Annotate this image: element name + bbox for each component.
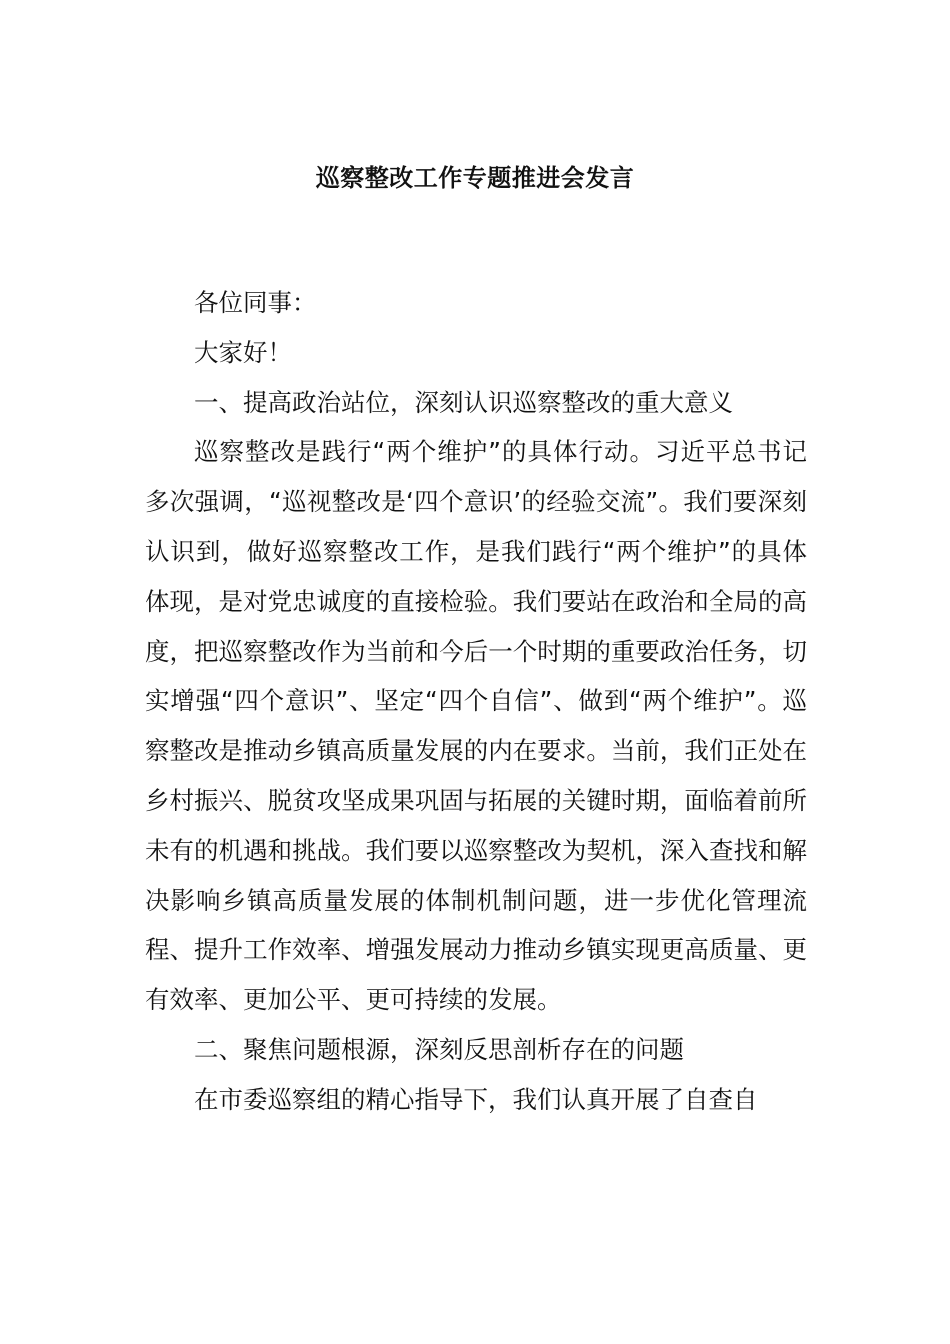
salutation: 各位同事： bbox=[194, 288, 317, 317]
section-heading-1: 一、提高政治站位，深刻认识巡察整改的重大意义 bbox=[194, 387, 733, 417]
paragraph-section-2: 在市委巡察组的精心指导下，我们认真开展了自查自 bbox=[194, 1084, 758, 1114]
paragraph-section-1: 巡察整改是践行“两个维护”的具体行动。习近平总书记多次强调，“巡视整改是‘四个意识’的经验交流”。我们要深刻认识到，做好巡察整改工作，是我们践行“两个维护”的具体体现，是对党忠诚度的直接检验。我们要站在政治和全局的高度，把巡察整改作为当前和今后一个时期的重要政治任务，切实增强“四个意识”、坚定“四个自信”、做到“两个维护”。巡察整改是推动乡镇高质量发展的内在要求。当前，我们正处在乡村振兴、脱贫攻坚成果巩固与拓展的关键时期，面临着前所未有的机遇和挑战。我们要以巡察整改为契机，深入查找和解决影响乡镇高质量发展的体制机制问题，进一步优化管理流程、提升工作效率、增强发展动力推动乡镇实现更高质量、更有效率、更加公平、更可持续的发展。 bbox=[145, 437, 807, 1015]
document-title: 巡察整改工作专题推进会发言 bbox=[315, 164, 635, 192]
section-heading-2: 二、聚焦问题根源，深刻反思剖析存在的问题 bbox=[194, 1034, 684, 1064]
greeting: 大家好！ bbox=[194, 337, 292, 367]
document-body bbox=[145, 278, 807, 1125]
